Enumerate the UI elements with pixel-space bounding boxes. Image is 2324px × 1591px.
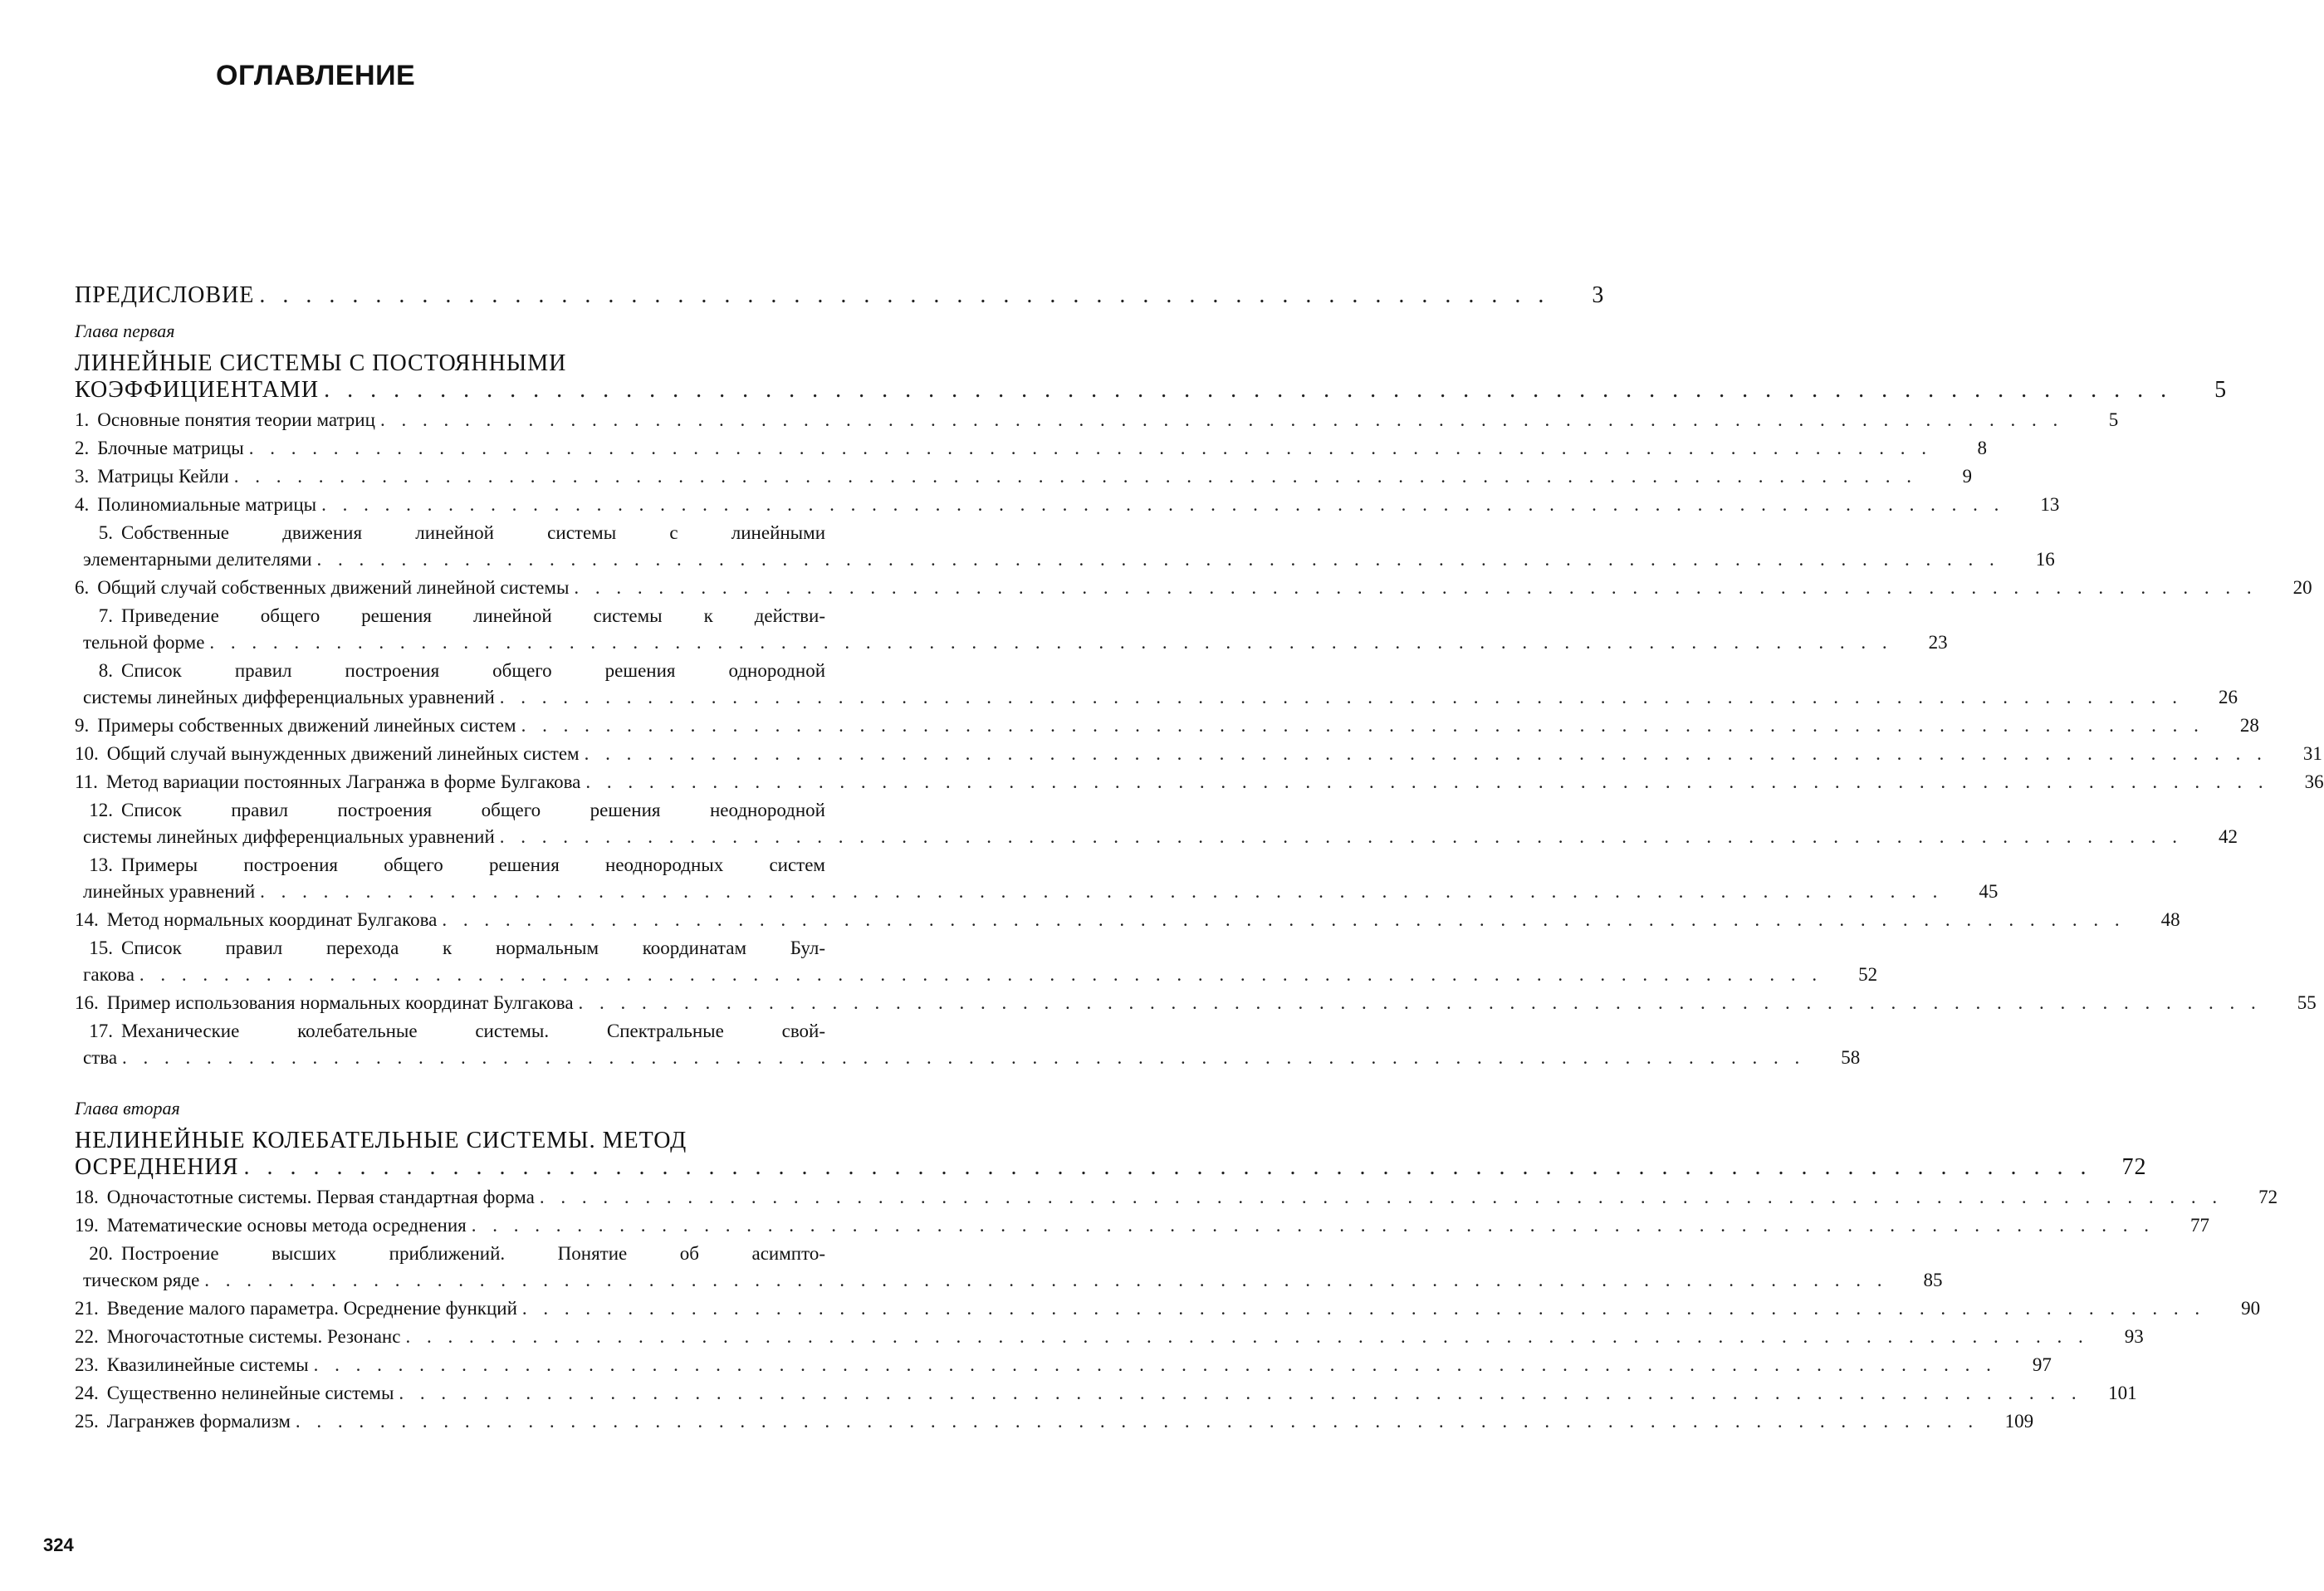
section-title-body (121, 799, 825, 822)
section-entry[interactable] (75, 991, 2317, 1015)
section-title-line: ства (83, 1047, 118, 1068)
section-number: 16. (75, 992, 99, 1013)
dot-leader: . . . . . . . . . . . . . . . . . . . . . . . . . . . . . . . . . . . . . . . . . . . . . . . . . . . . . . . . . . . . . . . . . . . . . . . . . . . . . . . . (233, 466, 1917, 487)
section-title-line: Примеры построения общего решения неоднородных систем (121, 854, 825, 875)
dot-leader: . . . . . . . . . . . . . . . . . . . . . . . . . . . . . . . . . . . . . . . . . . . . . . . . . . . . . . . . . . . . . . . . . . . . . . . . . . . . . . . . (578, 992, 2262, 1013)
section-title-line: Метод вариации постоянных Лагранжа в форме Булгакова (105, 771, 581, 792)
section-number: 12. (89, 800, 113, 820)
dot-leader: . . . . . . . . . . . . . . . . . . . . . . . . . . . . . . . . . . . . . . . . . . . . . . . . . . . . . . . . . . . . . . . . . . . . . . . . . . . . . . . . (499, 687, 2184, 707)
section-number: 1. (75, 409, 90, 430)
section-title-body (107, 1214, 2155, 1237)
section-entry[interactable] (75, 1325, 2144, 1349)
page-number: 23 (1928, 632, 1948, 653)
section-row (75, 880, 1999, 903)
section-row (75, 1214, 2209, 1237)
section-row (75, 1242, 880, 1265)
section-entry[interactable] (75, 659, 2238, 709)
section-title-line: Существенно нелинейные системы (106, 1383, 394, 1403)
chapter-title-line: НЕЛИНЕЙНЫЕ КОЛЕБАТЕЛЬНЫЕ СИСТЕМЫ. МЕТОД (75, 1128, 687, 1153)
section-title-body (97, 409, 2063, 432)
section-row (75, 1325, 2144, 1349)
dot-leader: . . . . . . . . . . . . . . . . . . . . . . . . . . . . . . . . . . . . . . . . . . . . . . . . . . . . . . . . . . . . . . . . . . . . . . . . . . . . . . . . (405, 1326, 2089, 1347)
page-number: 48 (2160, 909, 2180, 930)
chapter-label: Глава вторая (75, 1098, 180, 1119)
section-title-body (107, 1410, 1979, 1433)
section-entry[interactable] (75, 1242, 1943, 1292)
section-row (75, 991, 2317, 1015)
section-row (75, 493, 2060, 516)
section-row (75, 1046, 1861, 1070)
section-title-body (97, 465, 1917, 488)
section-row (75, 437, 1987, 460)
dot-leader: . . . . . . . . . . . . . . . . . . . . . . . . . . . . . . . . . . . . . . . . . . . . . . . . . . . . . . . . . . . . . . . . . . . . . . . . . . . . . . . . (442, 909, 2126, 930)
section-title-line: гакова (83, 964, 135, 985)
page-number: 31 (2302, 743, 2322, 764)
chapter-label: Глава первая (75, 321, 175, 341)
section-title-body (121, 1020, 825, 1043)
preface-label: ПРЕДИСЛОВИЕ (75, 282, 255, 308)
section-row (75, 771, 2324, 794)
section-title-line: Метод нормальных координат Булгакова (106, 909, 438, 930)
section-title-body (83, 548, 2000, 571)
section-number: 22. (75, 1326, 99, 1347)
chapter-title-entry[interactable] (75, 1128, 2147, 1181)
dot-leader: . . . . . . . . . . . . . . . . . . . . . . . . . . . . . . . . . . . . . . . . . . . . . . . . . . . . . . . . . . . . . . . . . . . . . . . . . . . . . . . . (539, 1187, 2224, 1207)
section-title-line: Общий случай вынужденных движений линейных систем (106, 743, 580, 764)
section-number: 15. (89, 937, 113, 958)
section-entry[interactable] (75, 1382, 2137, 1405)
section-entry[interactable] (75, 493, 2060, 516)
section-title-line: Пример использования нормальных координат Булгакова (106, 992, 574, 1013)
section-number: 7. (98, 605, 113, 626)
section-title-line: системы линейных дифференциальных уравнений (83, 826, 495, 847)
chapter-title-line: ЛИНЕЙНЫЕ СИСТЕМЫ С ПОСТОЯННЫМИ (75, 350, 567, 376)
section-entry[interactable] (75, 437, 1987, 460)
chapter-title-row (75, 377, 2228, 404)
chapter-title-line: ОСРЕДНЕНИЯ (75, 1154, 239, 1180)
page-number: 16 (2035, 549, 2055, 570)
table-of-contents (75, 282, 2324, 1433)
section-entry[interactable] (75, 521, 2055, 571)
folio-page-number: 324 (43, 1535, 74, 1555)
dot-leader: . . . . . . . . . . . . . . . . . . . . . . . . . . . . . . . . . . . . . . . . . . . . . . . . . . . . . . . . . . . . . . . . . . . . . . . . . . . . . . . . (316, 549, 2000, 570)
section-number: 25. (75, 1411, 99, 1432)
chapter-title-body (75, 1128, 825, 1154)
section-number: 13. (89, 854, 113, 875)
page-number: 55 (2297, 992, 2317, 1013)
section-title-body (107, 1325, 2089, 1349)
page-number: 90 (2241, 1298, 2261, 1319)
section-entry[interactable] (75, 714, 2259, 737)
section-title-body (107, 1297, 2205, 1320)
section-title-line: Многочастотные системы. Резонанс (106, 1326, 401, 1347)
page-number: 72 (2258, 1187, 2278, 1207)
section-title-body (121, 1242, 825, 1265)
section-entry[interactable] (75, 1020, 1861, 1070)
section-entry[interactable] (75, 1297, 2261, 1320)
section-row (75, 686, 2238, 709)
section-title-body (97, 437, 1932, 460)
page-number: 109 (2004, 1411, 2034, 1432)
page-number: 77 (2189, 1215, 2209, 1236)
section-title-line: Приведение общего решения линейной системы к действи- (121, 605, 825, 626)
section-number: 18. (75, 1187, 99, 1207)
section-title-body (97, 576, 2257, 600)
section-entry[interactable] (75, 465, 1972, 488)
section-title-line: тическом ряде (83, 1270, 200, 1290)
section-number: 17. (89, 1021, 113, 1041)
chapter-title-entry[interactable] (75, 350, 2228, 404)
dot-leader: . . . . . . . . . . . . . . . . . . . . . . . . . . . . . . . . . . . . . . . . . . . . . . . . . . . . . . . . . . . . . . . . . . . . . . . . . . . . . . . . (379, 409, 2064, 430)
section-title-body (107, 742, 2268, 766)
page-number: 26 (2219, 687, 2238, 707)
section-title-body (83, 880, 1943, 903)
page-number: 101 (2108, 1383, 2137, 1403)
section-title-line: Собственные движения линейной системы с линейными (121, 522, 825, 543)
dot-leader: . . . . . . . . . . . . . . . . . . . . . . . . . . . . . . . . . . . . . . . . . . . . . . . . . . . . . . . . . . . . . . . . . . . . . . . . . . . . . . . . (585, 771, 2269, 792)
section-title-line: Построение высших приближений. Понятие об асимпто- (121, 1243, 825, 1264)
section-title-line: Список правил перехода к нормальным координатам Бул- (121, 937, 825, 958)
section-row (75, 1297, 2261, 1320)
section-entry[interactable] (75, 576, 2312, 600)
section-row (75, 1354, 2052, 1377)
section-row (75, 1269, 1943, 1292)
dot-leader: . . . . . . . . . . . . . . . . . . . . . . . . . . . . . . . . . . . . . . . . . . . . . . . . . . . . . . . . . . . . . . . . . . . . . . . . . . . . . . . . (499, 826, 2184, 847)
chapter-title-row (75, 1154, 2147, 1181)
section-row (75, 521, 880, 545)
dot-leader: . . . . . . . . . . . . . . . . . . . . . . . . . . . . . . . . . . . . . . . . . . . . . . . . . . . . . . . . . . . . . . . . . . . . . . . . . . . . . . . . (399, 1383, 2082, 1403)
section-number: 3. (75, 466, 90, 487)
page-number: 58 (1841, 1047, 1861, 1068)
section-entry[interactable] (75, 937, 1878, 986)
section-title-line: Квазилинейные системы (106, 1354, 309, 1375)
dot-leader: . . . . . . . . . . . . . . . . . . . . . . . . . . . . . . . . . . . . . . . . . . . . . . . . . . . . . . . . . . . . . . . . . . . . . . . . . . . . . . . . (248, 438, 1932, 458)
section-row (75, 854, 880, 877)
section-row (75, 605, 880, 628)
section-entry[interactable] (75, 1410, 2034, 1433)
dot-leader: . . . . . . . . . . . . . . . . . . . . . . . . . . . . . . . . . . . . . . . . . . . . . . . . . . . . . . . . . . . . . . . . . . . . . . . . . . . . . . . . (204, 1270, 1888, 1290)
page-number: 97 (2032, 1354, 2052, 1375)
dot-leader: . . . . . . . . . . . . . . . . . . . . . . . . . . . . . . . . . . . . . . . . . . . . . . . . . . . . . . . . . . . . . . . . . . . . . . . . . . . . . . . . (584, 743, 2268, 764)
dot-leader: . . . . . . . . . . . . . . . . . . . . . . . . . . . . . . . . . . . . . . . . . . . . . . . . . . . . . . . . (259, 282, 1550, 308)
section-number: 11. (75, 771, 98, 792)
section-title-line: Введение малого параметра. Осреднение функций (106, 1298, 517, 1319)
section-row (75, 714, 2259, 737)
section-row (75, 631, 1948, 654)
dot-leader: . . . . . . . . . . . . . . . . . . . . . . . . . . . . . . . . . . . . . . . . . . . . . . . . . . . . . . . . . . . . . . . . . . . . . . . . . . . . . . . . (574, 577, 2258, 598)
section-title-line: Лагранжев формализм (106, 1411, 291, 1432)
section-entry[interactable] (75, 799, 2238, 849)
section-entry[interactable] (75, 409, 2119, 432)
section-number: 8. (98, 660, 113, 681)
section-title-line: Математические основы метода осреднения (106, 1215, 467, 1236)
section-number: 20. (89, 1243, 113, 1264)
section-row (75, 465, 1972, 488)
dot-leader: . . . . . . . . . . . . . . . . . . . . . . . . . . . . . . . . . . . . . . . . . . . . . . . . . . . . . . . . . . . . . . . . . . . . . . . . . . . . . . . . (324, 377, 2173, 403)
section-title-body (106, 771, 2269, 794)
section-row (75, 908, 2180, 932)
section-title-line: элементарными делителями (83, 549, 312, 570)
section-row (75, 799, 880, 822)
section-number: 14. (75, 909, 99, 930)
dot-leader: . . . . . . . . . . . . . . . . . . . . . . . . . . . . . . . . . . . . . . . . . . . . . . . . . . . . . . . . . . . . . . . . . . . . . . . . . . . . . . . . (521, 1298, 2206, 1319)
chapter-title-body (75, 350, 825, 377)
page-number: 85 (1923, 1270, 1943, 1290)
section-title-line: тельной форме (83, 632, 205, 653)
section-title-line: системы линейных дифференциальных уравнений (83, 687, 495, 707)
section-title-body (121, 521, 825, 545)
section-title-body (83, 963, 1823, 986)
section-title-body (121, 937, 825, 960)
section-title-line: Список правил построения общего решения неоднородной (121, 800, 825, 820)
section-entry[interactable] (75, 605, 1948, 654)
page-number: 36 (2304, 771, 2324, 792)
section-entry[interactable] (75, 771, 2324, 794)
section-title-line: Основные понятия теории матриц (97, 409, 375, 430)
section-entry[interactable] (75, 854, 1999, 903)
dot-leader: . . . . . . . . . . . . . . . . . . . . . . . . . . . . . . . . . . . . . . . . . . . . . . . . . . . . . . . . . . . . . . . . . . . . . . . . . . . . . . . . (139, 964, 1823, 985)
section-title-line: Матрицы Кейли (97, 466, 229, 487)
page-number: 8 (1977, 438, 1987, 458)
page-number: 20 (2292, 577, 2312, 598)
section-title-line: Блочные матрицы (97, 438, 244, 458)
section-title-body (121, 854, 825, 877)
page-number: 5 (2108, 409, 2119, 430)
dot-leader: . . . . . . . . . . . . . . . . . . . . . . . . . . . . . . . . . . . . . . . . . . . . . . . . . . . . . . . . . . . . . . . . . . . . . . . . . . . . . . . . (122, 1047, 1806, 1068)
page-number: 52 (1858, 964, 1878, 985)
section-title-line: Общий случай собственных движений линейной системы (97, 577, 570, 598)
page-number: 42 (2219, 826, 2238, 847)
section-title-body (107, 908, 2126, 932)
section-row (75, 548, 2055, 571)
section-title-body (83, 631, 1893, 654)
page-number: 45 (1979, 881, 1999, 902)
section-title-body (83, 1046, 1805, 1070)
section-title-body (83, 1269, 1888, 1292)
dot-leader: . . . . . . . . . . . . . . . . . . . . . . . . . . . . . . . . . . . . . . . . . . . . . . . . . . . . . . . . . . . . . . . . . . . . . . . . . . . . . . . . (260, 881, 1944, 902)
page-number: 5 (2214, 377, 2228, 403)
dot-leader: . . . . . . . . . . . . . . . . . . . . . . . . . . . . . . . . . . . . . . . . . . . . . . . . . . . . . . . . . . . . . . . . . . . . . . . . . . . . . . . . (209, 632, 1893, 653)
section-title-body (107, 1186, 2223, 1209)
page-number: 3 (1592, 282, 1605, 308)
chapter-title-line: КОЭФФИЦИЕНТАМИ (75, 377, 320, 403)
section-title-line: линейных уравнений (83, 881, 256, 902)
section-title-body (97, 493, 2004, 516)
section-entry[interactable] (75, 1214, 2209, 1237)
section-row (75, 1382, 2137, 1405)
section-entry[interactable] (75, 908, 2180, 932)
dot-leader: . . . . . . . . . . . . . . . . . . . . . . . . . . . . . . . . . . . . . . . . . . . . . . . . . . . . . . . . . . . . . . . . . . . . . . . . . . . . . . . . (521, 715, 2204, 736)
section-row (75, 963, 1878, 986)
section-title-line: Примеры собственных движений линейных систем (97, 715, 516, 736)
section-row (75, 742, 2322, 766)
section-number: 10. (75, 743, 99, 764)
chapter-title-row (75, 1128, 880, 1154)
section-title-body (107, 991, 2262, 1015)
section-title-body (97, 714, 2204, 737)
section-number: 5. (98, 522, 113, 543)
section-title-line: Одночастотные системы. Первая стандартная форма (106, 1187, 535, 1207)
section-number: 4. (75, 494, 90, 515)
section-number: 23. (75, 1354, 99, 1375)
section-title-line: Механические колебательные системы. Спектральные свой- (121, 1021, 825, 1041)
chapter-title-body (75, 377, 2172, 404)
dot-leader: . . . . . . . . . . . . . . . . . . . . . . . . . . . . . . . . . . . . . . . . . . . . . . . . . . . . . . . . . . . . . . . . . . . . . . . . . . . . . . . . (295, 1411, 1979, 1432)
section-row (75, 409, 2119, 432)
section-title-body (83, 686, 2183, 709)
section-number: 6. (75, 577, 90, 598)
section-row (75, 576, 2312, 600)
section-title-body (83, 825, 2183, 849)
section-row (75, 1186, 2278, 1209)
section-number: 19. (75, 1215, 99, 1236)
page-number: 9 (1962, 466, 1972, 487)
page-number: 13 (2040, 494, 2060, 515)
section-row (75, 1410, 2034, 1433)
section-row (75, 825, 2238, 849)
section-title-body (107, 1354, 1997, 1377)
dot-leader: . . . . . . . . . . . . . . . . . . . . . . . . . . . . . . . . . . . . . . . . . . . . . . . . . . . . . . . . . . . . . . . . . . . . . . . . . . . . . . . . (243, 1154, 2092, 1180)
section-title-body (121, 659, 825, 683)
page-number: 28 (2239, 715, 2259, 736)
section-row (75, 1020, 880, 1043)
section-number: 24. (75, 1383, 99, 1403)
section-title-line: Полиномиальные матрицы (97, 494, 317, 515)
dot-leader: . . . . . . . . . . . . . . . . . . . . . . . . . . . . . . . . . . . . . . . . . . . . . . . . . . . . . . . . . . . . . . . . . . . . . . . . . . . . . . . . (321, 494, 2005, 515)
section-number: 9. (75, 715, 90, 736)
page-number: 93 (2124, 1326, 2144, 1347)
section-entry[interactable] (75, 742, 2322, 766)
section-row (75, 659, 880, 683)
dot-leader: . . . . . . . . . . . . . . . . . . . . . . . . . . . . . . . . . . . . . . . . . . . . . . . . . . . . . . . . . . . . . . . . . . . . . . . . . . . . . . . . (313, 1354, 1997, 1375)
chapter-title-body (75, 1154, 2092, 1181)
chapter-title-row (75, 350, 880, 377)
section-title-line: Список правил построения общего решения однородной (121, 660, 825, 681)
section-entry[interactable] (75, 1186, 2278, 1209)
preface-entry[interactable] (75, 282, 1605, 309)
section-title-body (121, 605, 825, 628)
section-row (75, 937, 880, 960)
page-title: ОГЛАВЛЕНИЕ (216, 60, 416, 91)
section-entry[interactable] (75, 1354, 2052, 1377)
section-number: 2. (75, 438, 90, 458)
page-number: 72 (2121, 1154, 2147, 1180)
section-title-body (107, 1382, 2082, 1405)
dot-leader: . . . . . . . . . . . . . . . . . . . . . . . . . . . . . . . . . . . . . . . . . . . . . . . . . . . . . . . . . . . . . . . . . . . . . . . . . . . . . . . . (471, 1215, 2155, 1236)
section-number: 21. (75, 1298, 99, 1319)
